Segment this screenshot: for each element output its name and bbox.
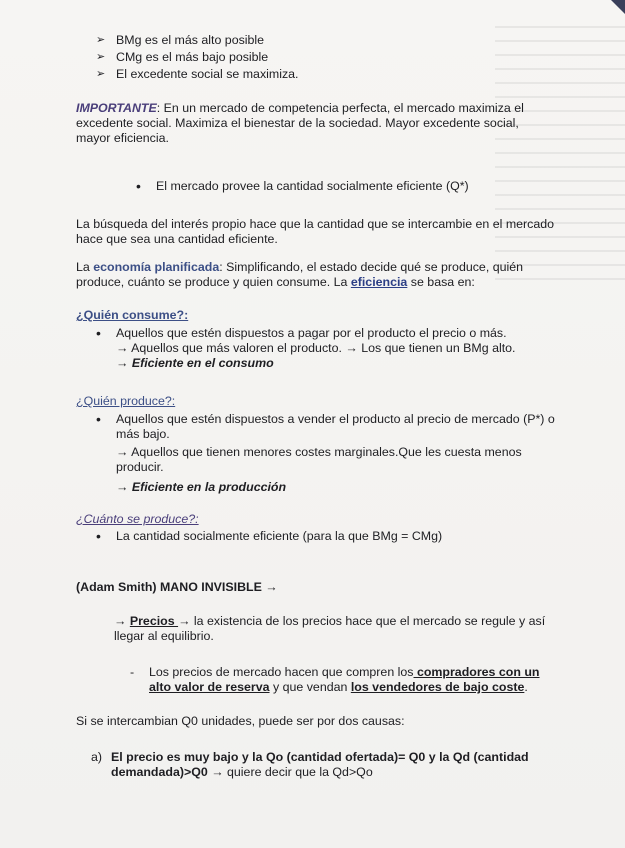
item-a-rest: → quiere decir que la Qd>Qo	[207, 765, 373, 779]
arrow-bullet-icon: ➢	[96, 34, 106, 46]
produce-heading: ¿Quién produce?:	[76, 394, 176, 408]
planificada-term: economía planificada	[93, 260, 220, 274]
dash-bullet: -	[130, 665, 135, 679]
list-item	[96, 412, 555, 495]
consume-efficiency: → Eficiente en el consumo	[116, 356, 274, 370]
precios-arrow: →	[114, 614, 130, 628]
importante-text: : En un mercado de competencia perfecta, el mercado maximiza el excedente social. Maximiza el bienestar de la sociedad. Mayor excedente social, mayor eficiencia.	[76, 101, 524, 145]
dash-pre: Los precios de mercado hacen que compren los	[149, 665, 414, 679]
list-item	[96, 529, 555, 544]
cuanto-bullet-text: La cantidad socialmente eficiente (para la que BMg = CMg)	[116, 529, 443, 543]
top-bullet-list	[96, 33, 555, 84]
list-item-text: BMg es el más alto posible	[116, 33, 265, 47]
produce-bullet-text: Aquellos que estén dispuestos a vender el producto al precio de mercado (P*) o más bajo.	[116, 412, 555, 441]
list-item	[96, 67, 555, 84]
consume-line2: → Aquellos que más valoren el producto. → Los que tienen un BMg alto.	[116, 341, 516, 355]
item-a-label: a)	[91, 750, 103, 764]
list-item-text: El excedente social se maximiza.	[116, 67, 299, 81]
planificada-mid: : Simplificando, el estado decide qué se produce, quién produce, cuánto se produce y quien consume. La	[76, 260, 524, 289]
dash-post: .	[524, 680, 528, 694]
item-a-bold: El precio es muy bajo y la Qo (cantidad ofertada)= Q0 y la Qd (cantidad demandada)>Q0	[111, 750, 529, 779]
bullet-dot-icon: •	[96, 411, 101, 427]
list-item	[96, 326, 555, 371]
produce-line2: → Aquellos que tienen menores costes marginales.Que les cuesta menos producir.	[116, 445, 522, 474]
list-item-text: CMg es el más bajo posible	[116, 50, 269, 64]
cuanto-heading: ¿Cuánto se produce?:	[76, 512, 199, 526]
planificada-post: se basa en:	[407, 275, 475, 289]
dash-mid: y que vendan	[269, 680, 351, 694]
importante-paragraph	[76, 101, 555, 146]
list-item	[96, 50, 555, 67]
arrow-bullet-icon: ➢	[96, 68, 106, 80]
list-item	[96, 33, 555, 50]
planificada-paragraph	[76, 260, 555, 290]
bullet-dot-icon: •	[96, 325, 101, 341]
page-corner-fold	[611, 0, 625, 14]
bullet-dot-icon: •	[96, 528, 101, 544]
precios-text: → la existencia de los precios hace que el mercado se regule y así llegar al equilibrio.	[114, 614, 546, 643]
compradores-term: compradores con un alto valor de reserva	[149, 665, 540, 694]
item-a	[91, 750, 555, 780]
bullet-dot-icon: •	[136, 178, 141, 194]
intercambian-paragraph: Si se intercambian Q0 unidades, puede ser por dos causas:	[76, 714, 405, 728]
arrow-bullet-icon: ➢	[96, 51, 106, 63]
importante-label: IMPORTANTE	[76, 101, 157, 115]
dash-list-item	[130, 665, 555, 695]
vendedores-term: los vendedores de bajo coste	[350, 680, 525, 694]
planificada-pre: La	[76, 260, 94, 274]
produce-efficiency: → Eficiente en la producción	[116, 480, 287, 494]
cuanto-section	[76, 512, 555, 544]
produce-section	[76, 394, 555, 495]
list-item-text: El mercado provee la cantidad socialmente eficiente (Q*)	[156, 179, 469, 193]
efficient-quantity-bullet	[136, 179, 555, 194]
eficiencia-term: eficiencia	[350, 275, 408, 289]
adam-smith-heading: (Adam Smith) MANO INVISIBLE →	[76, 580, 278, 594]
precios-paragraph	[114, 614, 555, 644]
consume-heading: ¿Quién consume?:	[76, 308, 189, 322]
busqueda-paragraph: La búsqueda del interés propio hace que la cantidad que se intercambie en el mercado hace que sea una cantidad eficiente.	[76, 217, 555, 246]
consume-bullet-text: Aquellos que estén dispuestos a pagar por el producto el precio o más.	[116, 326, 507, 340]
precios-term: Precios	[129, 614, 179, 628]
consume-section	[76, 308, 555, 371]
